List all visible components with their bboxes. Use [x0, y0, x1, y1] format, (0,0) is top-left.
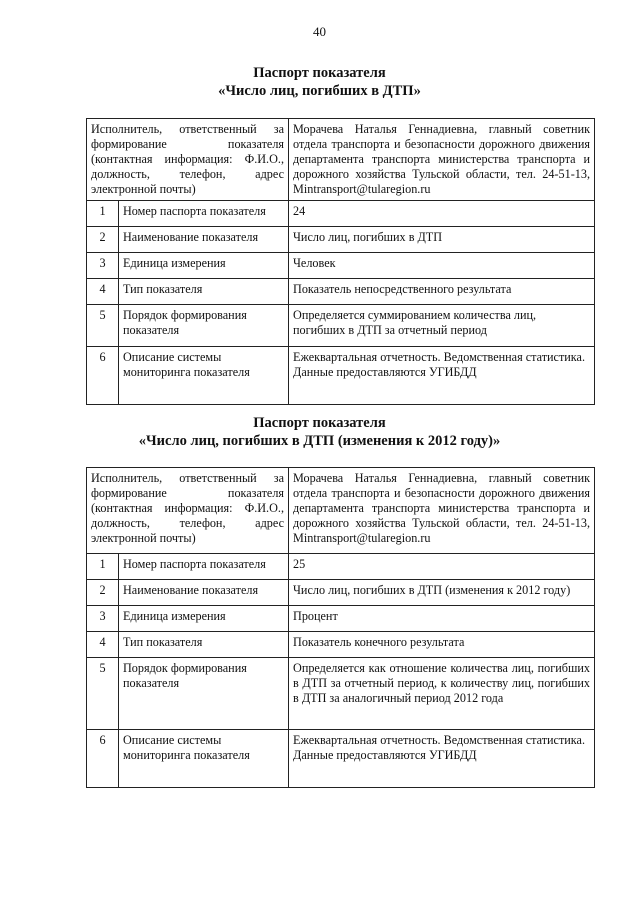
row-label: Номер паспорта показателя	[119, 554, 289, 580]
row-number: 3	[87, 606, 119, 632]
row-value: Определяется суммированием количества лиц, погибших в ДТП за отчетный период	[289, 305, 595, 347]
row-value: Ежеквартальная отчетность. Ведомственная статистика. Данные предоставляются УГИБДД	[289, 730, 595, 788]
passport-heading: Паспорт показателя	[253, 65, 386, 81]
row-value: Человек	[289, 253, 595, 279]
table-row	[87, 730, 595, 788]
row-number: 1	[87, 554, 119, 580]
passport-title	[0, 414, 639, 450]
page-number: 40	[313, 24, 326, 39]
row-value: Процент	[289, 606, 595, 632]
table-row	[87, 468, 595, 554]
row-label: Описание системы мониторинга показателя	[119, 730, 289, 788]
row-value: Ежеквартальная отчетность. Ведомственная статистика. Данные предоставляются УГИБДД	[289, 347, 595, 405]
row-label: Единица измерения	[119, 253, 289, 279]
row-number: 6	[87, 347, 119, 405]
passport-table	[86, 118, 595, 405]
table-row	[87, 279, 595, 305]
row-number: 6	[87, 730, 119, 788]
passport-indicator-name: «Число лиц, погибших в ДТП»	[218, 83, 421, 99]
table-row	[87, 580, 595, 606]
executor-label: Исполнитель, ответственный за формирование показателя (контактная информация: Ф.И.О., должность, телефон, адрес электронной почты)	[87, 119, 289, 201]
row-value: Число лиц, погибших в ДТП	[289, 227, 595, 253]
row-number: 5	[87, 658, 119, 730]
executor-label: Исполнитель, ответственный за формирование показателя (контактная информация: Ф.И.О., должность, телефон, адрес электронной почты)	[87, 468, 289, 554]
table-row	[87, 201, 595, 227]
passport-table	[86, 467, 595, 788]
row-value: 25	[289, 554, 595, 580]
row-label: Описание системы мониторинга показателя	[119, 347, 289, 405]
table-row	[87, 227, 595, 253]
row-label: Тип показателя	[119, 279, 289, 305]
table-row	[87, 554, 595, 580]
executor-value: Морачева Наталья Геннадиевна, главный советник отдела транспорта и безопасности дорожного движения департамента транспорта министерства транспорта и дорожного хозяйства Тульской области, тел. 24-51-13, Mintransport@tularegion.ru	[289, 119, 595, 201]
executor-value: Морачева Наталья Геннадиевна, главный советник отдела транспорта и безопасности дорожного движения департамента транспорта министерства транспорта и дорожного хозяйства Тульской области, тел. 24-51-13, Mintransport@tularegion.ru	[289, 468, 595, 554]
row-number: 4	[87, 632, 119, 658]
row-label: Порядок формирования показателя	[119, 658, 289, 730]
row-value: Число лиц, погибших в ДТП (изменения к 2012 году)	[289, 580, 595, 606]
table-row	[87, 658, 595, 730]
row-value: 24	[289, 201, 595, 227]
row-number: 1	[87, 201, 119, 227]
row-label: Наименование показателя	[119, 580, 289, 606]
table-row	[87, 119, 595, 201]
table-row	[87, 606, 595, 632]
row-value: Определяется как отношение количества лиц, погибших в ДТП за отчетный период, к количеству лиц, погибших в ДТП за аналогичный период 2012 года	[289, 658, 595, 730]
passport-indicator-name: «Число лиц, погибших в ДТП (изменения к 2012 году)»	[138, 433, 501, 449]
row-label: Порядок формирования показателя	[119, 305, 289, 347]
row-number: 2	[87, 580, 119, 606]
row-label: Тип показателя	[119, 632, 289, 658]
row-number: 4	[87, 279, 119, 305]
passport-heading: Паспорт показателя	[253, 415, 386, 431]
row-number: 2	[87, 227, 119, 253]
row-number: 5	[87, 305, 119, 347]
row-label: Наименование показателя	[119, 227, 289, 253]
passport-title	[0, 64, 639, 100]
table-row	[87, 253, 595, 279]
table-row	[87, 305, 595, 347]
table-row	[87, 632, 595, 658]
table-row	[87, 347, 595, 405]
row-number: 3	[87, 253, 119, 279]
row-value: Показатель конечного результата	[289, 632, 595, 658]
row-label: Единица измерения	[119, 606, 289, 632]
row-value: Показатель непосредственного результата	[289, 279, 595, 305]
row-label: Номер паспорта показателя	[119, 201, 289, 227]
